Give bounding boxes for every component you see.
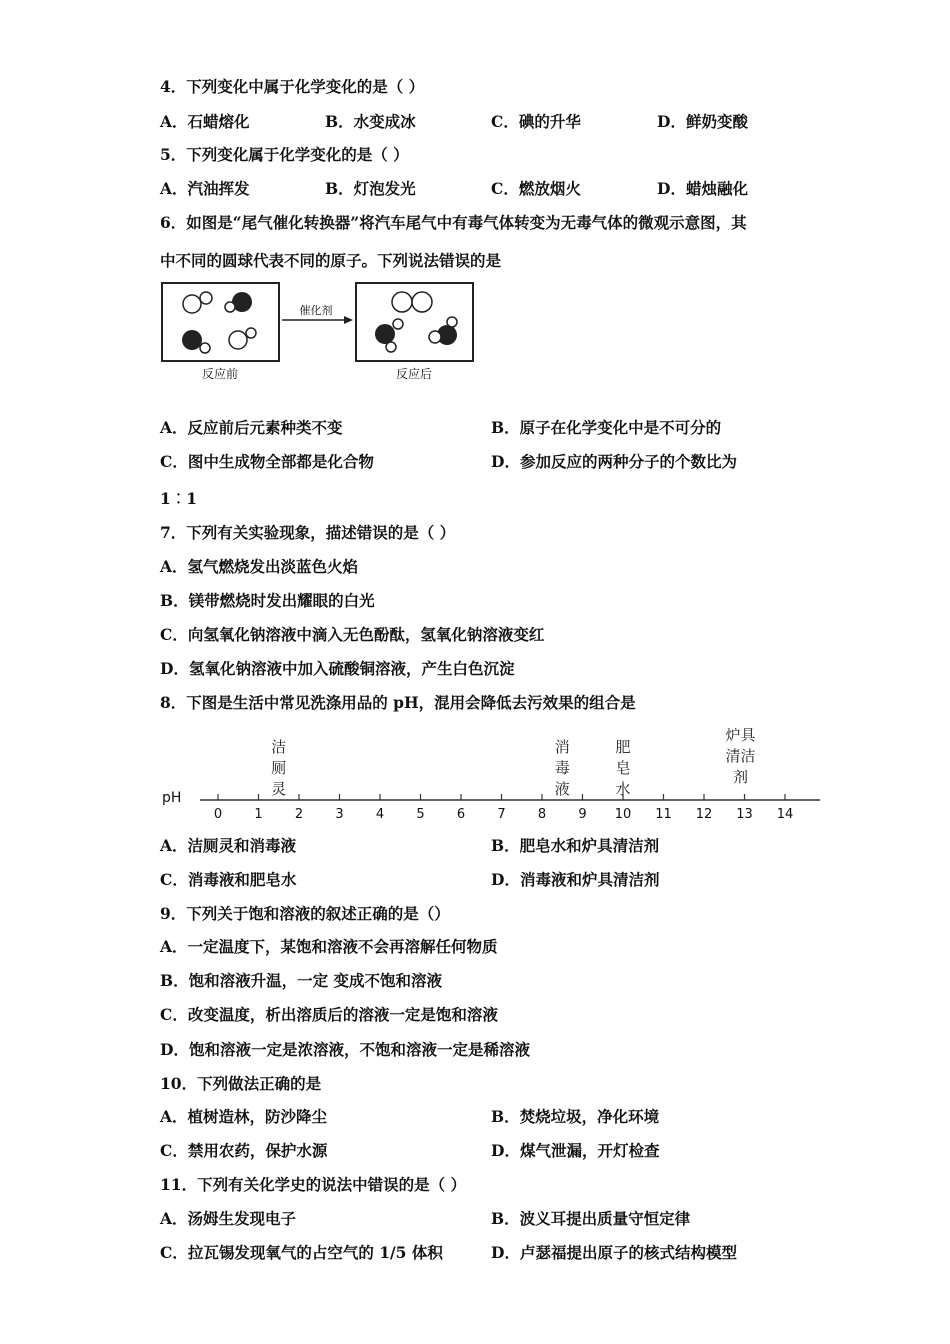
ph-product-text: 剂 [732, 768, 748, 786]
ph-product-label [725, 728, 756, 786]
q11-option-b: B．波义耳提出质量守恒定律 [491, 1209, 691, 1228]
q6-option-d-continued: 1︰1 [160, 489, 198, 508]
q9-option-c: C．改变温度，析出溶质后的溶液一定是饱和溶液 [160, 1005, 498, 1024]
before-molecules [182, 292, 256, 353]
ph-scale [160, 728, 825, 828]
q10-option-a: A．植树造林，防沙降尘 [160, 1107, 328, 1126]
ph-tick-label: 2 [294, 807, 304, 822]
q4-stem: 4．下列变化中属于化学变化的是（ ） [160, 77, 425, 96]
ph-tick-label: 1 [254, 807, 263, 822]
q8-option-b: B．肥皂水和炉具清洁剂 [491, 836, 660, 855]
catalyst-label: 催化剂 [299, 304, 333, 317]
q5-option-b: B．灯泡发光 [325, 179, 416, 198]
before-label: 反应前 [201, 367, 239, 381]
ph-axis-label: pH [162, 790, 182, 806]
ph-product-text: 水 [615, 780, 631, 798]
ph-product-text: 灵 [271, 780, 287, 798]
ph-product-text: 消 [554, 738, 570, 756]
q11-option-d: D．卢瑟福提出原子的核式结构模型 [491, 1243, 737, 1262]
ph-tick-label: 3 [335, 807, 344, 822]
ph-tick-label: 13 [736, 807, 753, 822]
q5-option-a: A．汽油挥发 [160, 179, 250, 198]
ph-product-text: 洁 [271, 738, 287, 756]
q5-option-c: C．燃放烟火 [491, 179, 581, 198]
ph-product-text: 厕 [271, 759, 287, 777]
ph-tick-label: 6 [456, 807, 466, 822]
ph-tick-label: 8 [537, 807, 547, 822]
q4-option-a: A．石蜡熔化 [160, 112, 250, 131]
q7-option-c: C．向氢氧化钠溶液中滴入无色酚酞，氢氧化钠溶液变红 [160, 625, 545, 644]
q10-option-d: D．煤气泄漏，开灯检查 [491, 1141, 660, 1160]
ph-tick-label: 9 [578, 807, 587, 822]
q4-option-b: B．水变成冰 [325, 112, 416, 131]
q6-stem-line1: 6．如图是“尾气催化转换器”将汽车尾气中有毒气体转变为无毒气体的微观示意图，其 [160, 213, 747, 232]
q8-option-a: A．洁厕灵和消毒液 [160, 836, 297, 855]
q11-option-c: C．拉瓦锡发现氧气的占空气的 1/5 体积 [160, 1243, 443, 1262]
q8-option-d: D．消毒液和炉具清洁剂 [491, 870, 660, 889]
ph-tick-label: 11 [655, 807, 672, 822]
q7-option-d: D．氢氧化钠溶液中加入硫酸铜溶液，产生白色沉淀 [160, 659, 515, 678]
q6-option-d: D．参加反应的两种分子的个数比为 [491, 452, 737, 471]
q8-stem: 8．下图是生活中常见洗涤用品的 pH，混用会降低去污效果的组合是 [160, 693, 636, 712]
ph-product-text: 皂 [615, 759, 631, 777]
ph-tick-label: 10 [614, 807, 632, 822]
q4-option-c: C．碘的升华 [491, 112, 581, 131]
q9-option-b: B．饱和溶液升温，一定 变成不饱和溶液 [160, 971, 442, 990]
ph-product-text: 肥 [615, 738, 631, 756]
ph-product-label [555, 738, 570, 798]
after-label: 反应后 [395, 367, 433, 381]
q5-stem: 5．下列变化属于化学变化的是（ ） [160, 145, 409, 164]
ph-product-text: 清洁 [725, 747, 756, 765]
q11-option-a: A．汤姆生发现电子 [160, 1209, 297, 1228]
ph-product-label [271, 738, 286, 798]
q8-option-c: C．消毒液和肥皂水 [160, 870, 297, 889]
ph-tick-label: 7 [497, 807, 506, 822]
q7-option-b: B．镁带燃烧时发出耀眼的白光 [160, 591, 375, 610]
ph-tick-label: 14 [776, 807, 794, 822]
q6-option-b: B．原子在化学变化中是不可分的 [491, 418, 722, 437]
q10-stem: 10．下列做法正确的是 [160, 1074, 322, 1093]
q10-option-b: B．焚烧垃圾，净化环境 [491, 1107, 660, 1126]
reaction-diagram [160, 282, 480, 382]
ph-product-text: 液 [554, 780, 570, 798]
q9-option-a: A．一定温度下，某饱和溶液不会再溶解任何物质 [160, 937, 498, 956]
q6-stem-line2: 中不同的圆球代表不同的原子。下列说法错误的是 [160, 251, 502, 270]
q9-option-d: D．饱和溶液一定是浓溶液，不饱和溶液一定是稀溶液 [160, 1040, 530, 1059]
ph-product-text: 毒 [554, 759, 570, 777]
q6-option-a: A．反应前后元素种类不变 [160, 418, 343, 437]
q10-option-c: C．禁用农药，保护水源 [160, 1141, 328, 1160]
q5-option-d: D．蜡烛融化 [657, 179, 748, 198]
before-box [162, 283, 279, 361]
q9-stem: 9．下列关于饱和溶液的叙述正确的是（） [160, 904, 450, 923]
ph-tick-label: 0 [213, 807, 223, 822]
q6-option-c: C．图中生成物全部都是化合物 [160, 452, 374, 471]
ph-product-label [615, 738, 630, 798]
q11-stem: 11．下列有关化学史的说法中错误的是（ ） [160, 1175, 466, 1194]
q4-option-d: D．鲜奶变酸 [657, 112, 748, 131]
ph-tick-label: 4 [375, 807, 385, 822]
ph-tick-label: 5 [416, 807, 425, 822]
q7-stem: 7．下列有关实验现象，描述错误的是（ ） [160, 523, 456, 542]
q7-option-a: A．氢气燃烧发出淡蓝色火焰 [160, 557, 359, 576]
after-molecules [375, 292, 457, 352]
ph-product-text: 炉具 [725, 728, 756, 744]
ph-tick-label: 12 [695, 807, 713, 822]
